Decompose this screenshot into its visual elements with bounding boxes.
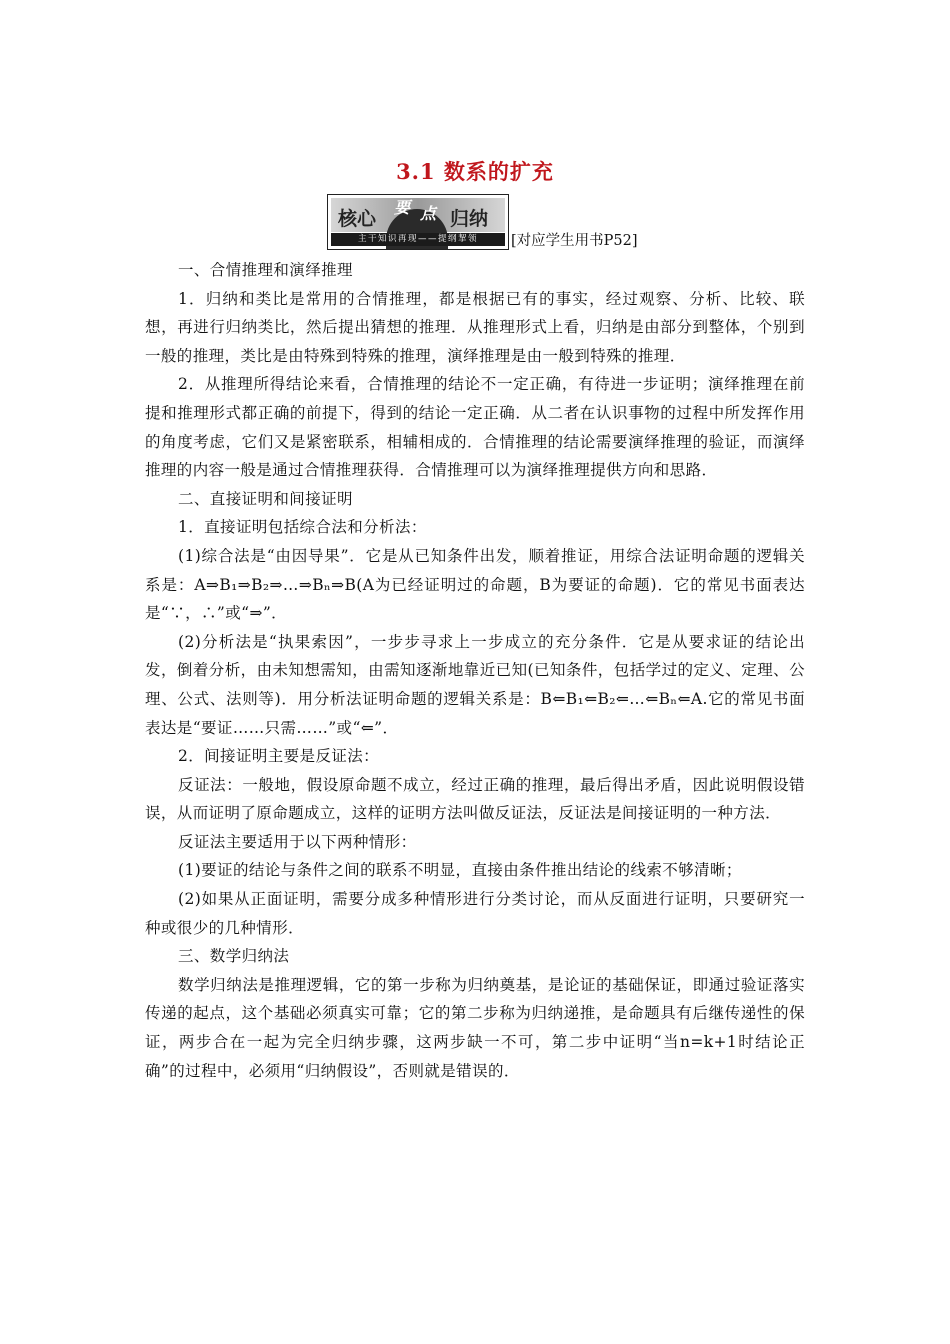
banner-row: [327, 194, 638, 250]
banner-text-core: 核心: [338, 208, 377, 230]
banner-subtitle: 主干知识再现——提纲挈领: [331, 233, 505, 246]
paragraph: (2)分析法是“执果索因”，一步步寻求上一步成立的充分条件．它是从要求证的结论出发，倒着分析，由未知想需知，由需知逐渐地靠近已知(已知条件，包括学过的定义、定理、公理、公式、法则等)．用分析法证明命题的逻辑关系是：B⇐B₁⇐B₂⇐…⇐Bₙ⇐A.它的常见书面表达是“要证……只需……”或“⇐”．: [145, 632, 805, 737]
banner-text-point: 点: [420, 204, 437, 223]
core-points-banner: [327, 194, 509, 250]
paragraph: (2)如果从正面证明，需要分成多种情形进行分类讨论，而从反面进行证明，只要研究一种或很少的几种情形．: [145, 890, 805, 937]
paragraph: 反证法：一般地，假设原命题不成立，经过正确的推理，最后得出矛盾，因此说明假设错误，从而证明了原命题成立，这样的证明方法叫做反证法，反证法是间接证明的一种方法．: [145, 775, 805, 823]
paragraph: 1．直接证明包括综合法和分析法：: [178, 518, 427, 537]
paragraph: (1)要证的结论与条件之间的联系不明显，直接由条件推出结论的线索不够清晰；: [178, 861, 742, 880]
section-heading: 三、数学归纳法: [178, 947, 290, 966]
book-reference: [对应学生用书P52]: [511, 233, 638, 249]
page-title: 3.1 数系的扩充: [396, 159, 554, 184]
document-body: [145, 256, 805, 1085]
paragraph: 1．归纳和类比是常用的合情推理，都是根据已有的事实，经过观察、分析、比较、联想，再进行归纳类比，然后提出猜想的推理．从推理形式上看，归纳是由部分到整体，个别到一般的推理，类比是由特殊到特殊的推理，演绎推理是由一般到特殊的推理．: [145, 289, 805, 365]
paragraph: 2．从推理所得结论来看，合情推理的结论不一定正确，有待进一步证明；演绎推理在前提和推理形式都正确的前提下，得到的结论一定正确．从二者在认识事物的过程中所发挥作用的角度考虑，它们又是紧密联系，相辅相成的．合情推理的结论需要演绎推理的验证，而演绎推理的内容一般是通过合情推理获得．合情推理可以为演绎推理提供方向和思路．: [145, 375, 805, 480]
section-heading: 一、合情推理和演绎推理: [178, 261, 353, 279]
paragraph: (1)综合法是“由因导果”．它是从已知条件出发，顺着推证，用综合法证明命题的逻辑关系是：A⇒B₁⇒B₂⇒…⇒Bₙ⇒B(A为已经证明过的命题，B为要证的命题)．它的常见书面表达是“∵，∴”或“⇒”．: [145, 546, 805, 623]
paragraph: 反证法主要适用于以下两种情形：: [178, 832, 417, 851]
paragraph: 2．间接证明主要是反证法：: [178, 747, 380, 766]
banner-text-summary: 归纳: [450, 208, 489, 230]
paragraph: 数学归纳法是推理逻辑，它的第一步称为归纳奠基，是论证的基础保证，即通过验证落实传递的起点，这个基础必须真实可靠；它的第二步称为归纳递推，是命题具有后继传递性的保证，两步合在一起为完全归纳步骤，这两步缺一不可，第二步中证明“当n=k+1时结论正确”的过程中，必须用“归纳假设”，否则就是错误的．: [145, 975, 805, 1080]
banner-text-key: 要: [394, 198, 411, 217]
section-heading: 二、直接证明和间接证明: [178, 489, 353, 508]
